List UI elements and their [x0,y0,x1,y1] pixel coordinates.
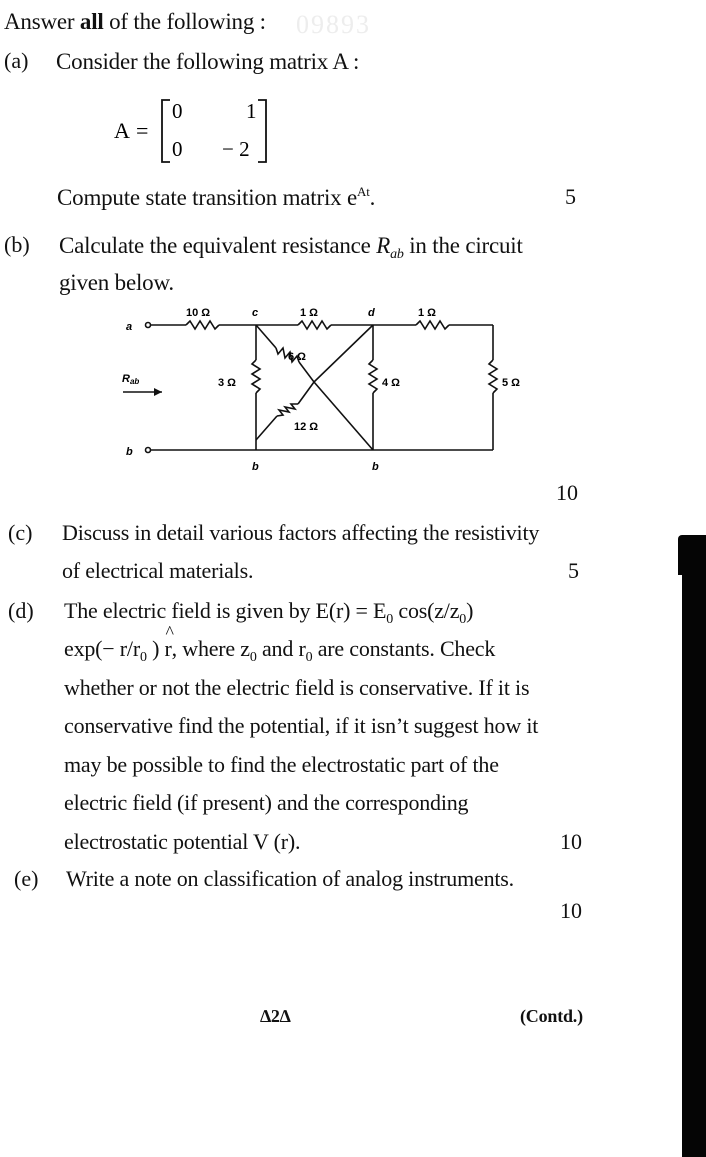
question-d-sub-e0: 0 [386,612,394,627]
question-c-marks: 5 [568,558,579,583]
label-4-ohm: 4 Ω [382,377,400,389]
resistor-3-ohm [252,360,260,393]
ground-b2-label: b [372,461,379,473]
question-d-line2-where: , where z [171,636,250,661]
matrix-r2c1: 0 [172,137,183,161]
matrix-r1c2: 1 [246,99,257,123]
question-a-marks: 5 [565,184,576,209]
resistor-1-ohm-right [416,321,449,329]
scan-edge-shadow [682,535,706,1157]
matrix-right-bracket [258,100,266,162]
matrix-r1c1: 0 [172,99,183,123]
question-d-line1-cos: cos(z/z [393,598,460,623]
question-d-line2-close: ) [146,636,165,661]
question-a-exponent: At [357,184,370,199]
question-a-label: (a) [4,48,29,73]
label-12-ohm: 12 Ω [294,421,319,433]
question-d-sub-z0b: 0 [249,650,257,665]
question-e-marks: 10 [560,898,582,923]
matrix-a [110,96,290,166]
question-b-marks: 10 [556,480,578,505]
matrix-r2c2: − 2 [222,137,250,161]
question-c-label: (c) [8,520,33,545]
watermark-text: 09893 [296,10,371,39]
label-1-ohm-right: 1 Ω [418,307,436,319]
rab-label [122,373,139,386]
question-c-line1: Discuss in detail various factors affecting the resistivity [62,520,540,545]
resistor-12-ohm [277,404,298,416]
question-b-variable: R [376,233,391,258]
question-d-line1 [64,598,473,629]
terminal-b-dot [146,448,151,453]
question-d-unit-vector: ^ r [165,636,172,662]
wire-c-to-6ohm [256,325,276,348]
question-b-line1-end: in the circuit [403,233,523,258]
question-d-line2-exp: exp(− r/r [64,636,140,661]
wire-centre-to-d [314,325,373,382]
question-d-line4: conservative find the potential, if it isn’t suggest how it [64,713,539,738]
ground-b1-label: b [252,461,259,473]
label-5-ohm: 5 Ω [502,377,520,389]
circuit-diagram [118,300,518,480]
question-d-line7: electrostatic potential V (r). [64,829,301,854]
resistor-1-ohm-top [298,321,331,329]
question-d-line2 [64,636,495,667]
question-c-line2: of electrical materials. [62,558,254,583]
node-a-label: a [126,321,133,333]
matrix-equals: = [136,118,149,143]
resistor-4-ohm [369,360,377,393]
wire-6ohm-to-centre [299,362,314,382]
question-e-line1: Write a note on classification of analog instruments. [66,866,514,891]
question-d-line2-end: are constants. Check [312,636,496,661]
resistor-10-ohm [186,321,219,329]
rab-label-sub: ab [129,377,140,386]
question-d-line5: may be possible to find the electrostatic part of the [64,752,499,777]
question-b-line1 [59,232,523,264]
resistor-5-ohm [489,360,497,393]
matrix-left-bracket [162,100,170,162]
label-3-ohm: 3 Ω [218,377,236,389]
terminal-a-dot [146,323,151,328]
question-d-line1-text: The electric field is given by E(r) = E [64,598,387,623]
page-number: ∆2∆ [260,1006,291,1026]
question-a-line2-text: Compute state transition matrix e [57,185,358,210]
matrix-name: A [114,118,130,143]
node-c-label: c [252,307,259,319]
question-b-label: (b) [4,232,30,257]
contd-label: (Contd.) [520,1006,583,1026]
question-d-sub-r0: 0 [139,650,147,665]
question-a-line2-end: . [369,185,376,210]
question-b-line1-text: Calculate the equivalent resistance [59,233,377,258]
intro-text: Answer [4,9,80,34]
label-1-ohm-top: 1 Ω [300,307,318,319]
intro-line [4,8,266,36]
question-d-sub-z0: 0 [459,612,467,627]
wire-12ohm-to-b [256,416,277,440]
question-d-sub-r0b: 0 [305,650,313,665]
node-d-label: d [368,307,375,319]
wire-centre-to-b [314,382,373,450]
intro-text-end: of the following : [103,9,266,34]
question-d-marks: 10 [560,829,582,854]
rab-label-main: R [122,373,130,385]
question-d-line3: whether or not the electric field is conservative. If it is [64,675,530,700]
intro-bold: all [79,9,104,34]
rab-arrow-head [154,388,162,396]
question-b-line2: given below. [59,270,174,295]
question-d-line6: electric field (if present) and the corresponding [64,790,469,815]
question-d-label: (d) [8,598,34,623]
question-b-subscript: ab [390,247,404,262]
node-b-label: b [126,446,133,458]
question-e-label: (e) [14,866,39,891]
question-a-line1: Consider the following matrix A : [56,49,360,74]
question-a-line2 [57,184,375,212]
wire-centre-to-12ohm [298,382,314,404]
question-d-line2-and: and r [256,636,306,661]
label-10-ohm: 10 Ω [186,307,211,319]
label-6-ohm: 6 Ω [288,351,306,363]
question-d-line1-end: ) [466,598,474,623]
